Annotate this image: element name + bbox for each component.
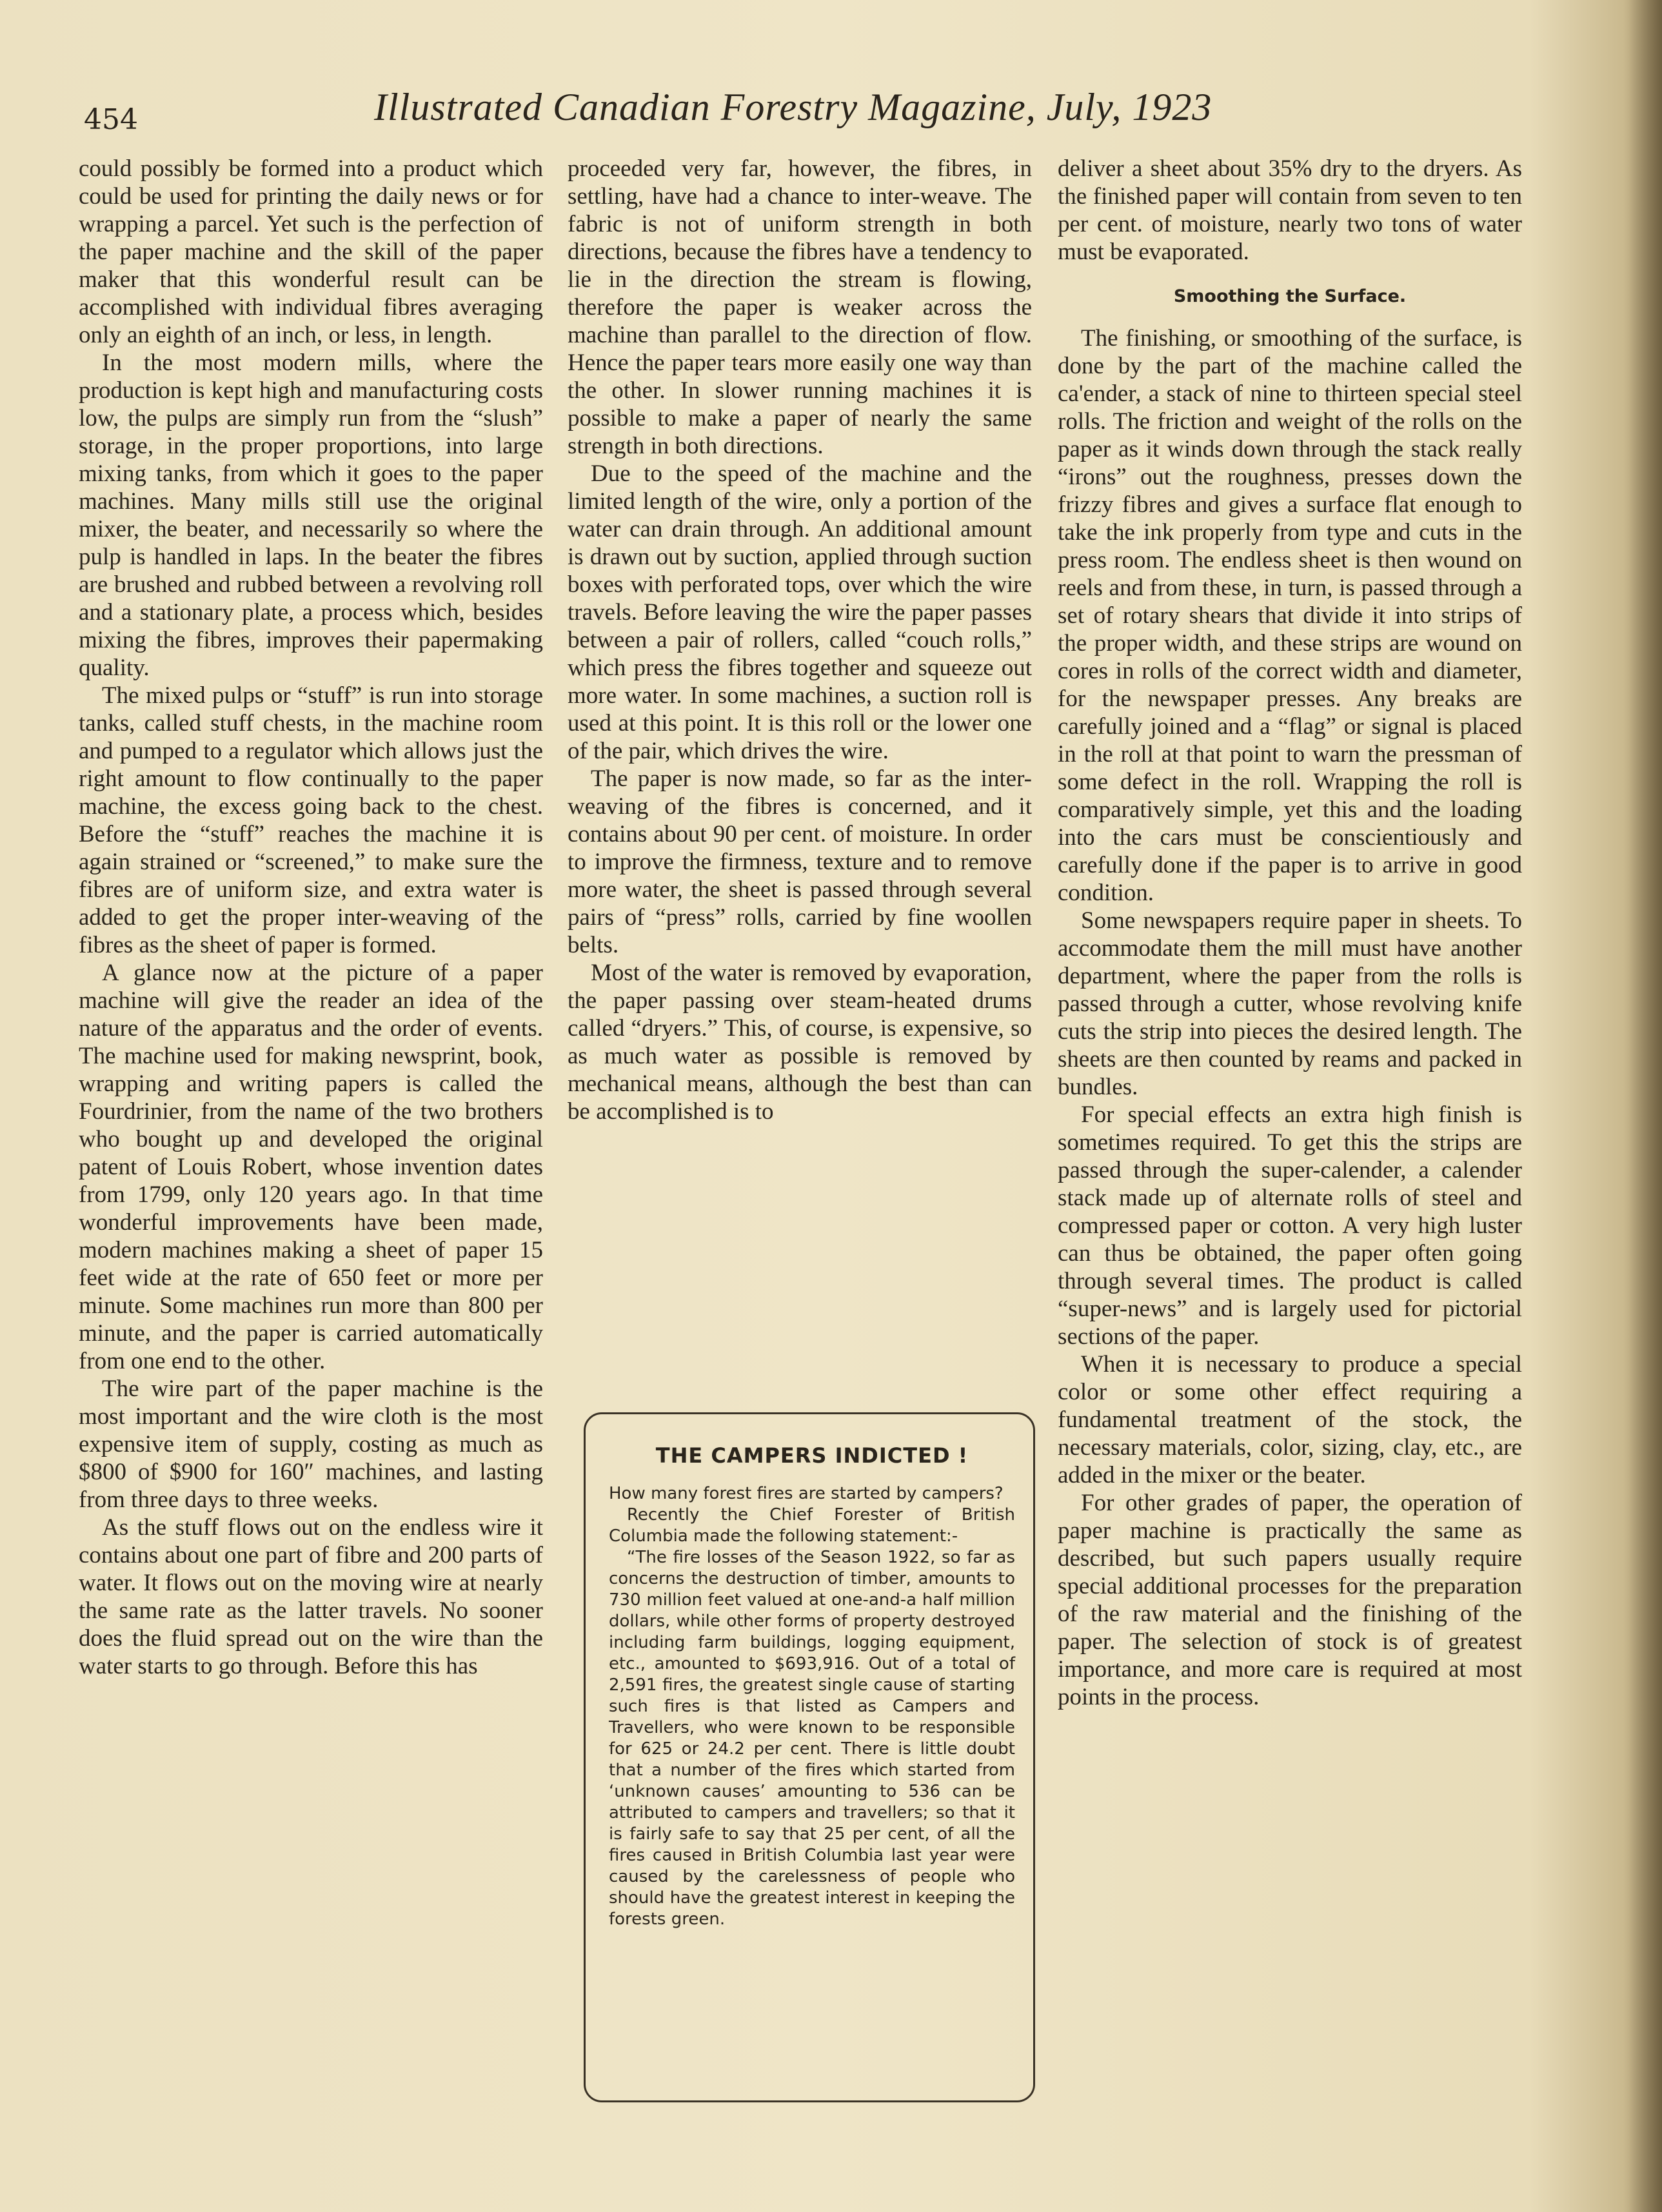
running-head: Illustrated Canadian Forestry Magazine, July, 1923: [374, 86, 1212, 128]
column-2: [568, 155, 1032, 1125]
paragraph: For other grades of paper, the operation of paper machine is practically the same as described, but such papers usually require special additional processes for the preparation of the raw material and the finishing of the paper. The selection of stock is of greatest importance, and more care is required at most points in the process.: [1058, 1490, 1522, 1710]
paragraph: The paper is now made, so far as the inter-weaving of the fibres is concerned, and it contains about 90 per cent. of moisture. In order to improve the firmness, texture and to remove more water, the sheet is passed through several pairs of “press” rolls, carried by fine woollen belts.: [568, 765, 1032, 958]
paragraph: As the stuff flows out on the endless wire it contains about one part of fibre and 200 parts of water. It flows out on the moving wire at nearly the same rate as the latter travels. No sooner does the fluid spread out on the wire than the water starts to go through. Before this has: [79, 1514, 543, 1679]
paragraph: The wire part of the paper machine is the most important and the wire cloth is the most expensive item of supply, costing as much as $800 of $900 for 160″ machines, and lasting from three days to three weeks.: [79, 1376, 543, 1513]
paragraph: A glance now at the picture of a paper machine will give the reader an idea of the nature of the apparatus and the order of events. The machine used for making newsprint, book, wrapping and writing papers is called the Fourdrinier, from the name of the two brothers who bought up and developed the original patent of Louis Robert, whose invention dates from 1799, only 120 years ago. In that time wonderful improvements have been made, modern machines making a sheet of paper 15 feet wide at the rate of 650 feet or more per minute. Some machines run more than 800 per minute, and the paper is carried automatically from one end to the other.: [79, 960, 543, 1374]
column-3: [1058, 155, 1522, 1711]
sidebar-box-campers-indicted: [584, 1412, 1035, 2102]
paragraph: In the most modern mills, where the production is kept high and manufacturing costs low, the pulps are simply run from the “slush” storage, in the proper proportions, into large mixing tanks, from which it goes to the paper machines. Many mills still use the original mixer, the beater, and necessarily so where the pulp is handled in laps. In the beater the fibres are brushed and rubbed between a revolving roll and a stationary plate, a process which, besides mixing the fibres, improves their papermaking quality.: [79, 350, 543, 681]
paragraph: When it is necessary to produce a special color or some other effect requiring a fundamental treatment of the stock, the necessary materials, color, sizing, clay, etc., are added in the mixer or the beater.: [1058, 1351, 1522, 1488]
paragraph: For special effects an extra high finish is sometimes required. To get this the strips are passed through the super-calender, a calender stack made up of alternate rolls of steel and compressed paper or cotton. A very high luster can thus be obtained, the paper often going through several times. The product is called “super-news” and is largely used for pictorial sections of the paper.: [1058, 1101, 1522, 1350]
page-number: 454: [84, 103, 138, 136]
paragraph: Some newspapers require paper in sheets. To accommodate them the mill must have another department, where the paper from the rolls is passed through a cutter, whose revolving knife cuts the strip into pieces the desired length. The sheets are then counted by reams and packed in bundles.: [1058, 907, 1522, 1100]
column-1: [79, 155, 543, 1680]
sidebar-title: THE CAMPERS INDICTED !: [655, 1443, 969, 1468]
section-subhead: Smoothing the Surface.: [1173, 286, 1407, 306]
paragraph: Most of the water is removed by evaporation, the paper passing over steam-heated drums called “dryers.” This, of course, is expensive, so as much water as possible is removed by mechanical means, although the best than can be accomplished is to: [568, 960, 1032, 1125]
page-header: [77, 77, 1225, 135]
paragraph: deliver a sheet about 35% dry to the dryers. As the finished paper will contain from seven to ten per cent. of moisture, nearly two tons of water must be evaporated.: [1058, 155, 1522, 265]
sidebar-paragraph: How many forest fires are started by campers?: [609, 1484, 1004, 1503]
paragraph: could possibly be formed into a product which could be used for printing the daily news or for wrapping a parcel. Yet such is the perfection of the paper machine and the skill of the paper maker that this wonderful result can be accomplished with individual fibres averaging only an eighth of an inch, or less, in length.: [79, 155, 543, 348]
paragraph: Due to the speed of the machine and the limited length of the wire, only a portion of the water can drain through. An additional amount is drawn out by suction, applied through suction boxes with perforated tops, over which the wire travels. Before leaving the wire the paper passes between a pair of rollers, called “couch rolls,” which press the fibres together and squeeze out more water. In some machines, a suction roll is used at this point. It is this roll or the lower one of the pair, which drives the wire.: [568, 460, 1032, 764]
paragraph: proceeded very far, however, the fibres, in settling, have had a chance to inter-weave. The fabric is not of uniform strength in both directions, because the fibres have a tendency to lie in the direction the stream is flowing, therefore the paper is weaker across the machine than parallel to the direction of flow. Hence the paper tears more easily one way than the other. In slower running machines it is possible to make a paper of nearly the same strength in both directions.: [568, 155, 1032, 459]
page-edge-shadow: [1623, 0, 1662, 2212]
sidebar-paragraph: “The fire losses of the Season 1922, so far as concerns the destruction of timber, amounts to 730 million feet valued at one-and-a half million dollars, while other forms of property destroyed including farm buildings, logging equipment, etc., amounted to $693,916. Out of a total of 2,591 fires, the greatest single cause of starting such fires is that listed as Campers and Travellers, who were known to be responsible for 625 or 24.2 per cent. There is little doubt that a number of the fires which started from ‘unknown causes’ amounting to 536 can be attributed to campers and travellers; so that it is fairly safe to say that 25 per cent, of all the fires caused in British Columbia last year were caused by the carelessness of people who should have the greatest interest in keeping the forests green.: [609, 1548, 1015, 1929]
paragraph: The finishing, or smoothing of the surface, is done by the part of the machine called the ca'ender, a stack of nine to thirteen special steel rolls. The friction and weight of the rolls on the paper as it winds down through the stack really “irons” out the roughness, presses down the frizzy fibres and gives a surface flat enough to take the ink properly from type and cuts in the press room. The endless sheet is then wound on reels and from these, in turn, is passed through a set of rotary shears that divide it into strips of the proper width, and these strips are wound on cores in rolls of the correct width and diameter, for the newspaper presses. Any breaks are carefully joined and a “flag” or signal is placed in the roll at that point to warn the pressman of some defect in the roll. Wrapping the roll is comparatively simple, yet this and the loading into the cars must be conscientiously and carefully done if the paper is to arrive in good condition.: [1058, 325, 1522, 906]
sidebar-paragraph: Recently the Chief Forester of British Columbia made the following statement:-: [609, 1505, 1015, 1546]
paragraph: The mixed pulps or “stuff” is run into storage tanks, called stuff chests, in the machine room and pumped to a regulator which allows just the right amount to flow continually to the paper machine, the excess going back to the chest. Before the “stuff” reaches the machine it is again strained or “screened,” to make sure the fibres are of uniform size, and extra water is added to get the proper inter-weaving of the fibres as the sheet of paper is formed.: [79, 682, 543, 958]
